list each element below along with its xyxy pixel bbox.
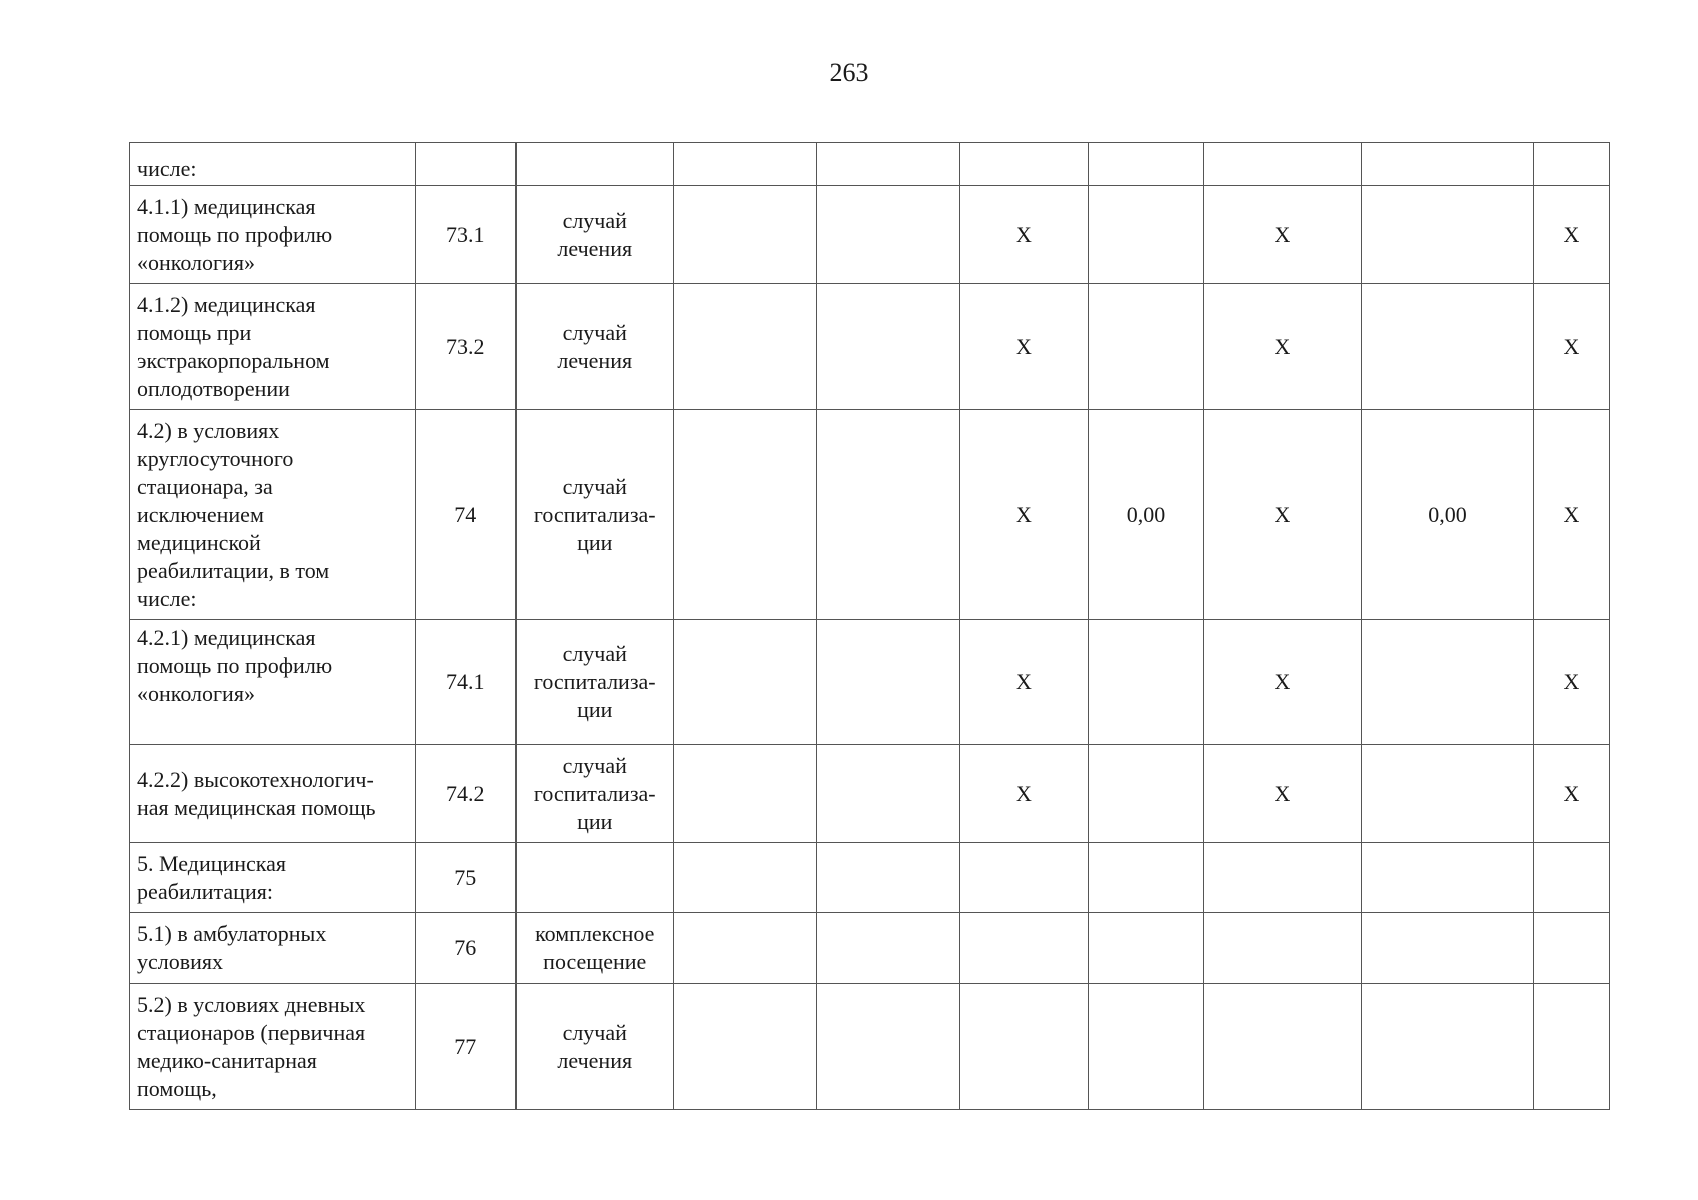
row-unit-cell: случай лечения [516,284,674,410]
row-code-cell: 74 [416,410,516,620]
value-cell: X [1534,284,1610,410]
row-unit-cell [516,143,674,186]
value-cell [1089,913,1204,984]
value-cell [1089,745,1204,843]
row-name-cell: 4.1.2) медицинская помощь при экстракорпоральном оплодотворении [130,284,416,410]
value-cell [817,620,960,745]
row-unit-cell: случай лечения [516,186,674,284]
value-cell [1089,143,1204,186]
value-cell [960,843,1089,913]
value-cell [817,913,960,984]
row-code-cell: 74.1 [416,620,516,745]
value-cell [817,843,960,913]
value-cell: X [1204,620,1362,745]
table-row [130,984,1610,1110]
value-cell [817,745,960,843]
value-cell [1089,984,1204,1110]
row-name-cell: числе: [130,143,416,186]
value-cell [817,410,960,620]
value-cell [1534,843,1610,913]
row-name-cell: 4.2.1) медицинская помощь по профилю «онкология» [130,620,416,745]
value-cell [1204,143,1362,186]
value-cell [674,410,817,620]
value-cell [1362,284,1534,410]
row-unit-cell: случай госпитализа- ции [516,745,674,843]
row-name-cell: 5.1) в амбулаторных условиях [130,913,416,984]
table-row [130,620,1610,745]
value-cell [1534,984,1610,1110]
row-code-cell [416,143,516,186]
value-cell [1204,843,1362,913]
table-row [130,410,1610,620]
value-cell: X [1534,745,1610,843]
value-cell: X [1204,410,1362,620]
value-cell: X [960,284,1089,410]
table-row [130,186,1610,284]
value-cell [674,284,817,410]
data-table [129,142,1610,1110]
value-cell [1362,143,1534,186]
row-code-cell: 73.2 [416,284,516,410]
row-name-cell: 5. Медицинская реабилитация: [130,843,416,913]
value-cell [1089,186,1204,284]
value-cell: X [1534,410,1610,620]
value-cell [1362,913,1534,984]
value-cell [1362,186,1534,284]
value-cell [817,984,960,1110]
row-name-cell: 5.2) в условиях дневных стационаров (первичная медико-санитарная помощь, [130,984,416,1110]
row-unit-cell: случай госпитализа- ции [516,410,674,620]
value-cell: 0,00 [1362,410,1534,620]
value-cell [1362,843,1534,913]
row-name-cell: 4.2) в условиях круглосуточного стационара, за исключением медицинской реабилитации, в том числе: [130,410,416,620]
value-cell: X [960,410,1089,620]
value-cell [1089,843,1204,913]
row-unit-cell: случай госпитализа- ции [516,620,674,745]
table-row [130,143,1610,186]
row-code-cell: 77 [416,984,516,1110]
value-cell: X [1534,186,1610,284]
value-cell [1534,913,1610,984]
row-unit-cell: комплексное посещение [516,913,674,984]
value-cell: 0,00 [1089,410,1204,620]
value-cell [817,284,960,410]
row-unit-cell: случай лечения [516,984,674,1110]
row-code-cell: 74.2 [416,745,516,843]
value-cell: X [1204,745,1362,843]
table-row [130,284,1610,410]
value-cell [1362,745,1534,843]
row-code-cell: 73.1 [416,186,516,284]
row-name-cell: 4.1.1) медицинская помощь по профилю «онкология» [130,186,416,284]
value-cell [674,843,817,913]
value-cell [817,186,960,284]
value-cell [1362,620,1534,745]
page-number: 263 [829,58,869,87]
row-unit-cell [516,843,674,913]
value-cell: X [1204,186,1362,284]
value-cell [1089,284,1204,410]
value-cell [674,186,817,284]
row-code-cell: 75 [416,843,516,913]
value-cell [1204,984,1362,1110]
value-cell [1204,913,1362,984]
value-cell [960,913,1089,984]
value-cell [674,745,817,843]
value-cell: X [960,620,1089,745]
value-cell [674,143,817,186]
value-cell [1534,143,1610,186]
row-name-cell: 4.2.2) высокотехнологич- ная медицинская помощь [130,745,416,843]
value-cell: X [1534,620,1610,745]
table-row [130,843,1610,913]
value-cell: X [960,745,1089,843]
table-row [130,745,1610,843]
value-cell [960,984,1089,1110]
row-code-cell: 76 [416,913,516,984]
value-cell: X [960,186,1089,284]
value-cell [674,620,817,745]
value-cell [960,143,1089,186]
value-cell [674,913,817,984]
table-row [130,913,1610,984]
value-cell: X [1204,284,1362,410]
value-cell [1362,984,1534,1110]
value-cell [674,984,817,1110]
value-cell [817,143,960,186]
value-cell [1089,620,1204,745]
